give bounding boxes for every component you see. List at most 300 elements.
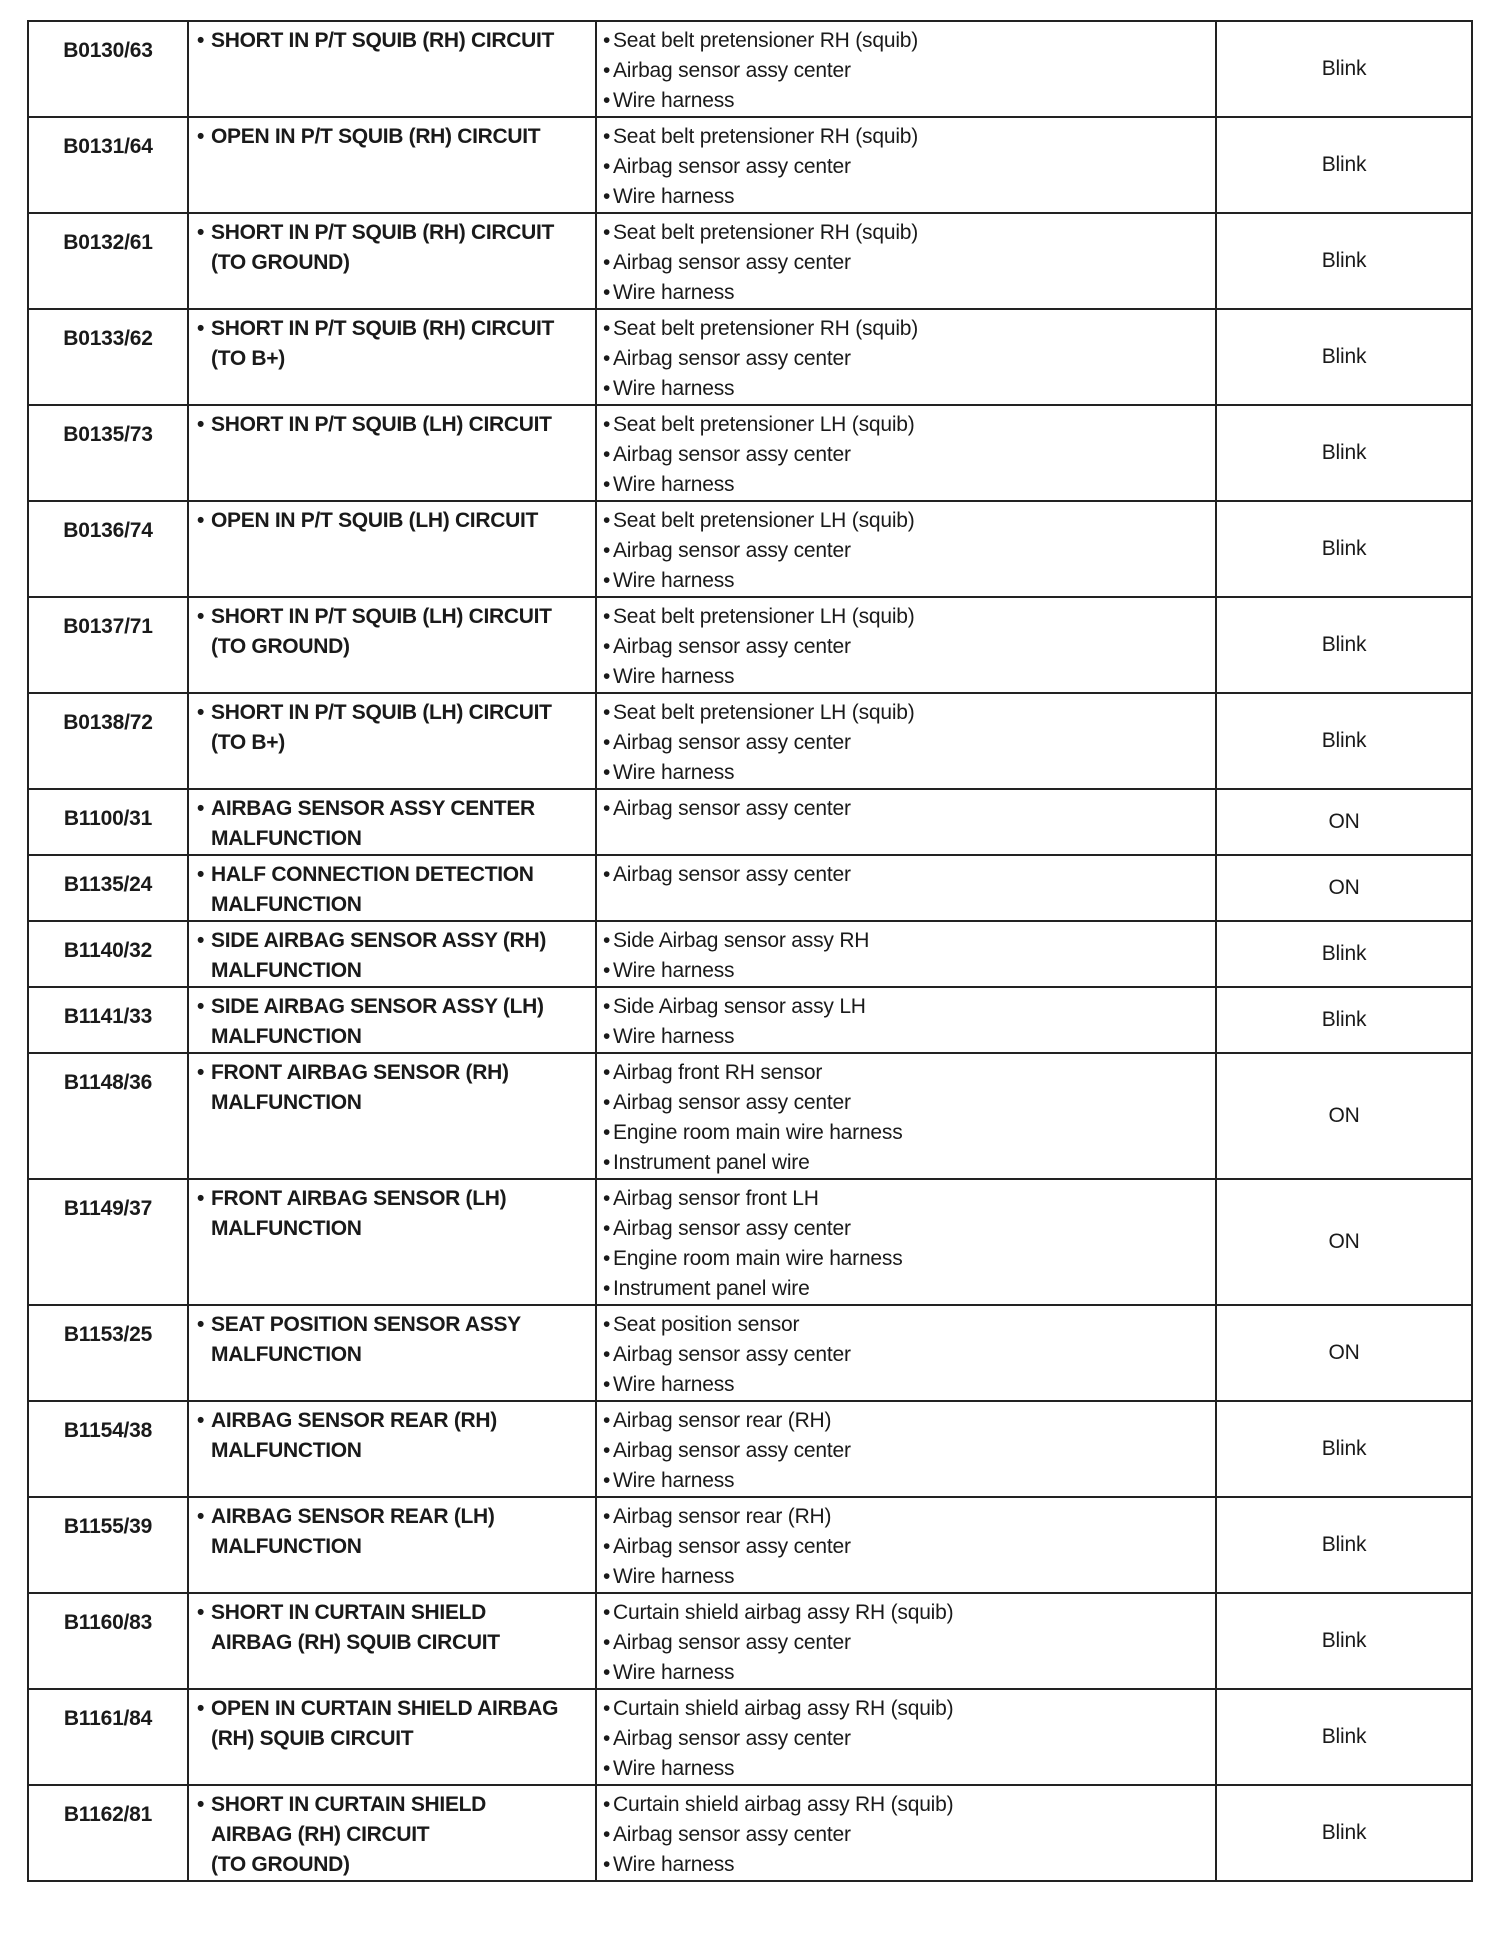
- condition-text: MALFUNCTION: [211, 1025, 362, 1048]
- detection-condition: [188, 501, 596, 597]
- detection-condition: [188, 789, 596, 855]
- trouble-area-item: [603, 566, 1209, 596]
- bullet-icon: •: [603, 125, 611, 148]
- trouble-area-text: Wire harness: [613, 1565, 735, 1588]
- condition-text: SHORT IN P/T SQUIB (RH) CIRCUIT: [211, 221, 555, 244]
- trouble-area-text: Wire harness: [613, 665, 735, 688]
- bullet-icon: •: [197, 1793, 205, 1816]
- condition-text: SHORT IN P/T SQUIB (LH) CIRCUIT: [211, 605, 552, 628]
- trouble-areas: [596, 1785, 1216, 1881]
- condition-text: MALFUNCTION: [211, 827, 362, 850]
- bullet-icon: •: [603, 539, 611, 562]
- trouble-area-item: [603, 470, 1209, 500]
- trouble-area-item: [603, 314, 1209, 344]
- trouble-area-text: Airbag sensor assy center: [613, 443, 851, 466]
- dtc-code: B1154/38: [28, 1401, 188, 1497]
- condition-text: AIRBAG SENSOR ASSY CENTER: [211, 797, 535, 820]
- bullet-icon: •: [603, 1469, 611, 1492]
- trouble-area-text: Airbag sensor assy center: [613, 155, 851, 178]
- trouble-area-item: [603, 1754, 1209, 1784]
- dtc-code: B1141/33: [28, 987, 188, 1053]
- trouble-area-text: Seat position sensor: [613, 1313, 800, 1336]
- trouble-area-item: [603, 1214, 1209, 1244]
- dtc-code: B0132/61: [28, 213, 188, 309]
- bullet-icon: •: [603, 281, 611, 304]
- table-row: [28, 213, 1472, 309]
- condition-line: [197, 506, 589, 536]
- bullet-icon: •: [603, 1409, 611, 1432]
- trouble-area-item: [603, 278, 1209, 308]
- bullet-icon: •: [603, 1505, 611, 1528]
- bullet-icon: •: [197, 413, 205, 436]
- detection-condition: [188, 1593, 596, 1689]
- bullet-icon: •: [197, 701, 205, 724]
- dtc-code: B0135/73: [28, 405, 188, 501]
- trouble-area-item: [603, 440, 1209, 470]
- bullet-icon: •: [197, 863, 205, 886]
- trouble-area-item: [603, 926, 1209, 956]
- table-row: [28, 921, 1472, 987]
- dtc-code: B1161/84: [28, 1689, 188, 1785]
- condition-text: SIDE AIRBAG SENSOR ASSY (LH): [211, 995, 544, 1018]
- trouble-areas: [596, 1179, 1216, 1305]
- trouble-area-text: Wire harness: [613, 1373, 735, 1396]
- warning-lamp-status: ON: [1216, 1305, 1472, 1401]
- trouble-area-item: [603, 152, 1209, 182]
- dtc-code: B1140/32: [28, 921, 188, 987]
- bullet-icon: •: [197, 509, 205, 532]
- trouble-area-text: Airbag sensor assy center: [613, 1217, 851, 1240]
- table-row: [28, 597, 1472, 693]
- trouble-area-text: Airbag sensor assy center: [613, 1535, 851, 1558]
- detection-condition: [188, 1689, 596, 1785]
- bullet-icon: •: [197, 221, 205, 244]
- trouble-area-text: Airbag sensor assy center: [613, 1727, 851, 1750]
- trouble-area-text: Wire harness: [613, 89, 735, 112]
- warning-lamp-status: Blink: [1216, 117, 1472, 213]
- condition-line: [197, 1694, 589, 1724]
- trouble-area-item: [603, 1274, 1209, 1304]
- table-row: [28, 1785, 1472, 1881]
- condition-text: MALFUNCTION: [211, 1535, 362, 1558]
- table-row: [28, 1179, 1472, 1305]
- bullet-icon: •: [603, 929, 611, 952]
- detection-condition: [188, 921, 596, 987]
- trouble-area-text: Curtain shield airbag assy RH (squib): [613, 1793, 954, 1816]
- bullet-icon: •: [603, 701, 611, 724]
- condition-text: (TO GROUND): [211, 635, 350, 658]
- condition-line: [197, 1184, 589, 1214]
- trouble-area-item: [603, 728, 1209, 758]
- condition-text: SHORT IN P/T SQUIB (LH) CIRCUIT: [211, 701, 552, 724]
- bullet-icon: •: [603, 221, 611, 244]
- trouble-area-item: [603, 794, 1209, 824]
- dtc-code: B0136/74: [28, 501, 188, 597]
- trouble-areas: [596, 1305, 1216, 1401]
- bullet-icon: •: [197, 1601, 205, 1624]
- bullet-icon: •: [603, 863, 611, 886]
- warning-lamp-status: Blink: [1216, 921, 1472, 987]
- condition-text: OPEN IN P/T SQUIB (RH) CIRCUIT: [211, 125, 541, 148]
- condition-line: [197, 1850, 589, 1880]
- trouble-areas: [596, 309, 1216, 405]
- trouble-areas: [596, 597, 1216, 693]
- table-row: [28, 309, 1472, 405]
- trouble-area-text: Airbag sensor assy center: [613, 1439, 851, 1462]
- warning-lamp-status: ON: [1216, 1179, 1472, 1305]
- condition-text: MALFUNCTION: [211, 1091, 362, 1114]
- dtc-code: B0133/62: [28, 309, 188, 405]
- bullet-icon: •: [197, 1187, 205, 1210]
- trouble-area-text: Seat belt pretensioner RH (squib): [613, 317, 919, 340]
- detection-condition: [188, 1401, 596, 1497]
- condition-line: [197, 698, 589, 728]
- table-row: [28, 405, 1472, 501]
- table-row: [28, 1689, 1472, 1785]
- bullet-icon: •: [603, 413, 611, 436]
- bullet-icon: •: [603, 1727, 611, 1750]
- trouble-area-item: [603, 1370, 1209, 1400]
- condition-text: FRONT AIRBAG SENSOR (RH): [211, 1061, 509, 1084]
- table-row: [28, 855, 1472, 921]
- condition-line: [197, 1724, 589, 1754]
- condition-text: (RH) SQUIB CIRCUIT: [211, 1727, 414, 1750]
- trouble-area-text: Seat belt pretensioner LH (squib): [613, 701, 915, 724]
- warning-lamp-status: Blink: [1216, 597, 1472, 693]
- bullet-icon: •: [603, 1661, 611, 1684]
- condition-line: [197, 344, 589, 374]
- condition-line: [197, 1436, 589, 1466]
- trouble-area-item: [603, 698, 1209, 728]
- detection-condition: [188, 309, 596, 405]
- trouble-area-text: Airbag sensor rear (RH): [613, 1409, 832, 1432]
- bullet-icon: •: [603, 959, 611, 982]
- trouble-area-item: [603, 122, 1209, 152]
- condition-text: MALFUNCTION: [211, 1439, 362, 1462]
- trouble-area-text: Airbag sensor assy center: [613, 863, 851, 886]
- trouble-area-item: [603, 1088, 1209, 1118]
- bullet-icon: •: [603, 1061, 611, 1084]
- trouble-area-item: [603, 992, 1209, 1022]
- trouble-area-item: [603, 248, 1209, 278]
- trouble-area-text: Seat belt pretensioner LH (squib): [613, 413, 915, 436]
- trouble-area-item: [603, 56, 1209, 86]
- bullet-icon: •: [197, 1313, 205, 1336]
- condition-line: [197, 1310, 589, 1340]
- table-row: [28, 1497, 1472, 1593]
- trouble-area-item: [603, 1562, 1209, 1592]
- bullet-icon: •: [603, 1853, 611, 1876]
- condition-line: [197, 26, 589, 56]
- condition-text: AIRBAG (RH) CIRCUIT: [211, 1823, 430, 1846]
- table-row: [28, 1593, 1472, 1689]
- trouble-areas: [596, 921, 1216, 987]
- bullet-icon: •: [603, 605, 611, 628]
- trouble-area-item: [603, 374, 1209, 404]
- condition-line: [197, 632, 589, 662]
- trouble-area-text: Wire harness: [613, 1757, 735, 1780]
- dtc-code: B0137/71: [28, 597, 188, 693]
- bullet-icon: •: [603, 1277, 611, 1300]
- bullet-icon: •: [603, 569, 611, 592]
- bullet-icon: •: [603, 1151, 611, 1174]
- warning-lamp-status: Blink: [1216, 1785, 1472, 1881]
- table-row: [28, 21, 1472, 117]
- bullet-icon: •: [603, 1187, 611, 1210]
- dtc-code: B1155/39: [28, 1497, 188, 1593]
- dtc-table: [27, 20, 1473, 1882]
- condition-line: [197, 926, 589, 956]
- bullet-icon: •: [197, 605, 205, 628]
- condition-line: [197, 992, 589, 1022]
- trouble-area-text: Airbag sensor assy center: [613, 1823, 851, 1846]
- bullet-icon: •: [603, 1313, 611, 1336]
- trouble-area-item: [603, 182, 1209, 212]
- trouble-area-text: Airbag sensor assy center: [613, 797, 851, 820]
- bullet-icon: •: [603, 59, 611, 82]
- condition-line: [197, 794, 589, 824]
- trouble-area-item: [603, 602, 1209, 632]
- trouble-area-item: [603, 1310, 1209, 1340]
- condition-line: [197, 1058, 589, 1088]
- trouble-area-text: Instrument panel wire: [613, 1151, 810, 1174]
- trouble-area-text: Airbag sensor assy center: [613, 1631, 851, 1654]
- condition-text: SEAT POSITION SENSOR ASSY: [211, 1313, 521, 1336]
- warning-lamp-status: Blink: [1216, 309, 1472, 405]
- trouble-areas: [596, 693, 1216, 789]
- detection-condition: [188, 21, 596, 117]
- condition-line: [197, 1406, 589, 1436]
- trouble-area-text: Seat belt pretensioner RH (squib): [613, 221, 919, 244]
- trouble-area-text: Airbag sensor assy center: [613, 635, 851, 658]
- detection-condition: [188, 1785, 596, 1881]
- trouble-area-item: [603, 1658, 1209, 1688]
- trouble-areas: [596, 1053, 1216, 1179]
- trouble-area-text: Wire harness: [613, 569, 735, 592]
- trouble-area-item: [603, 86, 1209, 116]
- bullet-icon: •: [603, 1823, 611, 1846]
- table-row: [28, 789, 1472, 855]
- trouble-area-text: Wire harness: [613, 1661, 735, 1684]
- trouble-areas: [596, 21, 1216, 117]
- detection-condition: [188, 855, 596, 921]
- trouble-area-item: [603, 1598, 1209, 1628]
- dtc-code: B1148/36: [28, 1053, 188, 1179]
- bullet-icon: •: [197, 1061, 205, 1084]
- trouble-area-text: Curtain shield airbag assy RH (squib): [613, 1697, 954, 1720]
- bullet-icon: •: [603, 665, 611, 688]
- condition-line: [197, 824, 589, 854]
- bullet-icon: •: [603, 797, 611, 820]
- bullet-icon: •: [603, 1757, 611, 1780]
- bullet-icon: •: [603, 1091, 611, 1114]
- condition-line: [197, 956, 589, 986]
- table-row: [28, 987, 1472, 1053]
- trouble-area-item: [603, 1694, 1209, 1724]
- trouble-area-text: Wire harness: [613, 1025, 735, 1048]
- bullet-icon: •: [603, 317, 611, 340]
- dtc-code: B1149/37: [28, 1179, 188, 1305]
- condition-text: SHORT IN CURTAIN SHIELD: [211, 1793, 487, 1816]
- trouble-area-text: Airbag sensor assy center: [613, 539, 851, 562]
- bullet-icon: •: [603, 251, 611, 274]
- detection-condition: [188, 1497, 596, 1593]
- condition-text: HALF CONNECTION DETECTION: [211, 863, 534, 886]
- trouble-area-item: [603, 1118, 1209, 1148]
- warning-lamp-status: Blink: [1216, 213, 1472, 309]
- condition-text: MALFUNCTION: [211, 1217, 362, 1240]
- warning-lamp-status: ON: [1216, 1053, 1472, 1179]
- trouble-area-item: [603, 1820, 1209, 1850]
- bullet-icon: •: [603, 1025, 611, 1048]
- condition-text: (TO GROUND): [211, 1853, 350, 1876]
- condition-line: [197, 602, 589, 632]
- trouble-area-item: [603, 1850, 1209, 1880]
- trouble-area-item: [603, 1184, 1209, 1214]
- dtc-code: B0138/72: [28, 693, 188, 789]
- trouble-areas: [596, 405, 1216, 501]
- bullet-icon: •: [603, 185, 611, 208]
- warning-lamp-status: Blink: [1216, 1689, 1472, 1785]
- dtc-code: B1160/83: [28, 1593, 188, 1689]
- bullet-icon: •: [197, 929, 205, 952]
- table-row: [28, 501, 1472, 597]
- detection-condition: [188, 597, 596, 693]
- trouble-areas: [596, 1593, 1216, 1689]
- condition-line: [197, 1628, 589, 1658]
- bullet-icon: •: [603, 509, 611, 532]
- bullet-icon: •: [197, 797, 205, 820]
- table-row: [28, 117, 1472, 213]
- warning-lamp-status: Blink: [1216, 1497, 1472, 1593]
- condition-text: SHORT IN P/T SQUIB (RH) CIRCUIT: [211, 317, 555, 340]
- trouble-area-item: [603, 758, 1209, 788]
- condition-text: MALFUNCTION: [211, 893, 362, 916]
- trouble-area-text: Side Airbag sensor assy LH: [613, 995, 866, 1018]
- bullet-icon: •: [603, 443, 611, 466]
- trouble-area-text: Seat belt pretensioner LH (squib): [613, 509, 915, 532]
- bullet-icon: •: [603, 1439, 611, 1462]
- warning-lamp-status: Blink: [1216, 1593, 1472, 1689]
- trouble-area-text: Wire harness: [613, 281, 735, 304]
- condition-line: [197, 1340, 589, 1370]
- trouble-area-text: Wire harness: [613, 185, 735, 208]
- bullet-icon: •: [603, 1373, 611, 1396]
- bullet-icon: •: [603, 731, 611, 754]
- trouble-area-text: Airbag sensor front LH: [613, 1187, 819, 1210]
- trouble-area-text: Wire harness: [613, 473, 735, 496]
- trouble-areas: [596, 501, 1216, 597]
- trouble-area-item: [603, 1340, 1209, 1370]
- trouble-area-item: [603, 536, 1209, 566]
- warning-lamp-status: ON: [1216, 855, 1472, 921]
- bullet-icon: •: [197, 1697, 205, 1720]
- bullet-icon: •: [197, 995, 205, 1018]
- bullet-icon: •: [197, 1409, 205, 1432]
- condition-text: SHORT IN P/T SQUIB (LH) CIRCUIT: [211, 413, 552, 436]
- trouble-area-item: [603, 218, 1209, 248]
- condition-text: AIRBAG SENSOR REAR (LH): [211, 1505, 495, 1528]
- trouble-area-text: Seat belt pretensioner LH (squib): [613, 605, 915, 628]
- condition-line: [197, 122, 589, 152]
- trouble-area-text: Wire harness: [613, 377, 735, 400]
- warning-lamp-status: Blink: [1216, 501, 1472, 597]
- condition-text: SHORT IN CURTAIN SHIELD: [211, 1601, 487, 1624]
- detection-condition: [188, 213, 596, 309]
- trouble-area-item: [603, 1532, 1209, 1562]
- bullet-icon: •: [603, 29, 611, 52]
- trouble-area-item: [603, 1790, 1209, 1820]
- table-row: [28, 693, 1472, 789]
- condition-line: [197, 1532, 589, 1562]
- trouble-area-item: [603, 1148, 1209, 1178]
- dtc-code: B0131/64: [28, 117, 188, 213]
- trouble-area-text: Seat belt pretensioner RH (squib): [613, 29, 919, 52]
- table-row: [28, 1401, 1472, 1497]
- trouble-areas: [596, 117, 1216, 213]
- condition-line: [197, 1502, 589, 1532]
- condition-line: [197, 1820, 589, 1850]
- trouble-areas: [596, 213, 1216, 309]
- trouble-area-item: [603, 506, 1209, 536]
- trouble-area-item: [603, 662, 1209, 692]
- trouble-area-text: Curtain shield airbag assy RH (squib): [613, 1601, 954, 1624]
- trouble-area-item: [603, 1502, 1209, 1532]
- trouble-area-item: [603, 1724, 1209, 1754]
- trouble-area-item: [603, 1628, 1209, 1658]
- condition-line: [197, 890, 589, 920]
- bullet-icon: •: [603, 1793, 611, 1816]
- trouble-area-text: Engine room main wire harness: [613, 1247, 903, 1270]
- trouble-area-text: Airbag front RH sensor: [613, 1061, 823, 1084]
- condition-line: [197, 728, 589, 758]
- condition-line: [197, 1214, 589, 1244]
- bullet-icon: •: [603, 155, 611, 178]
- dtc-table-body: [28, 21, 1472, 1881]
- trouble-area-item: [603, 1406, 1209, 1436]
- condition-text: MALFUNCTION: [211, 959, 362, 982]
- condition-line: [197, 218, 589, 248]
- condition-text: MALFUNCTION: [211, 1343, 362, 1366]
- condition-line: [197, 1790, 589, 1820]
- trouble-area-text: Wire harness: [613, 959, 735, 982]
- table-row: [28, 1053, 1472, 1179]
- bullet-icon: •: [603, 761, 611, 784]
- dtc-code: B1162/81: [28, 1785, 188, 1881]
- bullet-icon: •: [197, 1505, 205, 1528]
- condition-text: (TO B+): [211, 731, 285, 754]
- condition-text: FRONT AIRBAG SENSOR (LH): [211, 1187, 507, 1210]
- condition-text: AIRBAG (RH) SQUIB CIRCUIT: [211, 1631, 500, 1654]
- condition-line: [197, 314, 589, 344]
- warning-lamp-status: Blink: [1216, 405, 1472, 501]
- bullet-icon: •: [603, 1601, 611, 1624]
- table-row: [28, 1305, 1472, 1401]
- detection-condition: [188, 1179, 596, 1305]
- trouble-area-item: [603, 860, 1209, 890]
- condition-line: [197, 1022, 589, 1052]
- bullet-icon: •: [603, 1565, 611, 1588]
- bullet-icon: •: [603, 347, 611, 370]
- bullet-icon: •: [603, 1121, 611, 1144]
- trouble-areas: [596, 987, 1216, 1053]
- trouble-area-text: Airbag sensor assy center: [613, 731, 851, 754]
- bullet-icon: •: [603, 473, 611, 496]
- dtc-code: B1153/25: [28, 1305, 188, 1401]
- bullet-icon: •: [197, 125, 205, 148]
- trouble-area-item: [603, 410, 1209, 440]
- bullet-icon: •: [197, 317, 205, 340]
